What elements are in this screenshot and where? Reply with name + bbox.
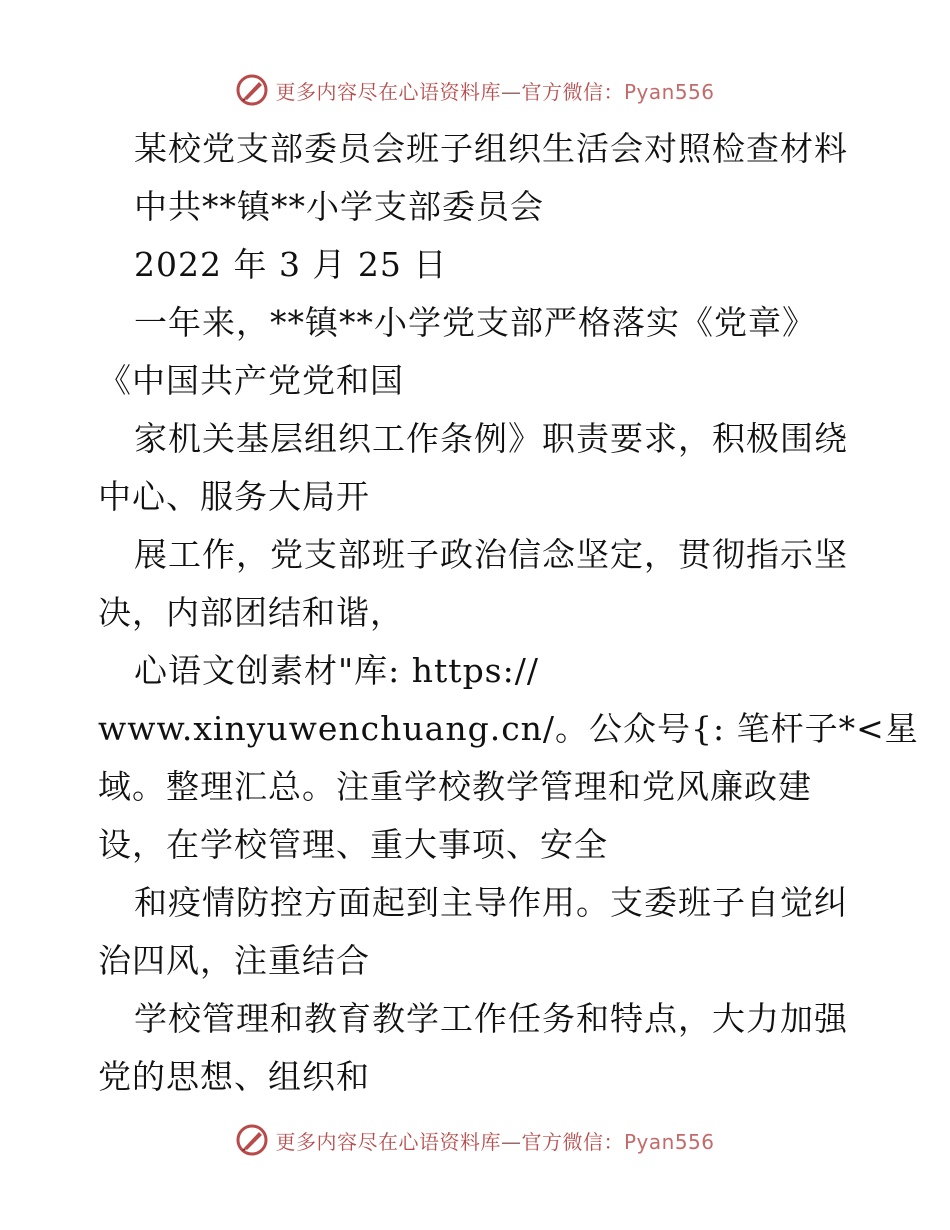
issuing-organization: 中共**镇**小学支部委员会 [134,187,544,226]
paragraph-line: 党的思想、组织和 [98,1057,370,1096]
header-watermark-text: 更多内容尽在心语资料库—官方微信：Pyan556 [275,79,715,104]
paragraph-line: www.xinyuwenchuang.cn/。公众号{: 笔杆子*<星 [98,709,919,748]
paragraph-line: 治四风，注重结合 [98,941,370,980]
footer-watermark-text: 更多内容尽在心语资料库—官方微信：Pyan556 [275,1129,715,1154]
document-date: 2022 年 3 月 25 日 [134,245,448,284]
footer-watermark-banner [0,1120,950,1160]
paragraph-line: 《中国共产党党和国 [98,361,404,400]
paragraph-line: 展工作，党支部班子政治信念坚定，贯彻指示坚 [134,535,848,574]
paragraph-line: 一年来，**镇**小学党支部严格落实《党章》 [134,303,816,342]
document-title: 某校党支部委员会班子组织生活会对照检查材料 [134,129,848,168]
paragraph-line: 心语文创素材"库: https:// [134,651,539,690]
paragraph-line: 域。整理汇总。注重学校教学管理和党风廉政建 [98,767,812,806]
paragraph-line: 决，内部团结和谐， [98,593,404,632]
paragraph-line: 中心、服务大局开 [98,477,370,516]
paragraph-line: 和疫情防控方面起到主导作用。支委班子自觉纠 [134,883,848,922]
quill-seal-icon [235,1123,269,1157]
paragraph-line: 设，在学校管理、重大事项、安全 [98,825,608,864]
header-watermark-banner [0,70,950,110]
paragraph-line: 学校管理和教育教学工作任务和特点，大力加强 [134,999,848,1038]
document-body [98,120,919,1106]
quill-seal-icon [235,73,269,107]
paragraph-line: 家机关基层组织工作条例》职责要求，积极围绕 [134,419,848,458]
